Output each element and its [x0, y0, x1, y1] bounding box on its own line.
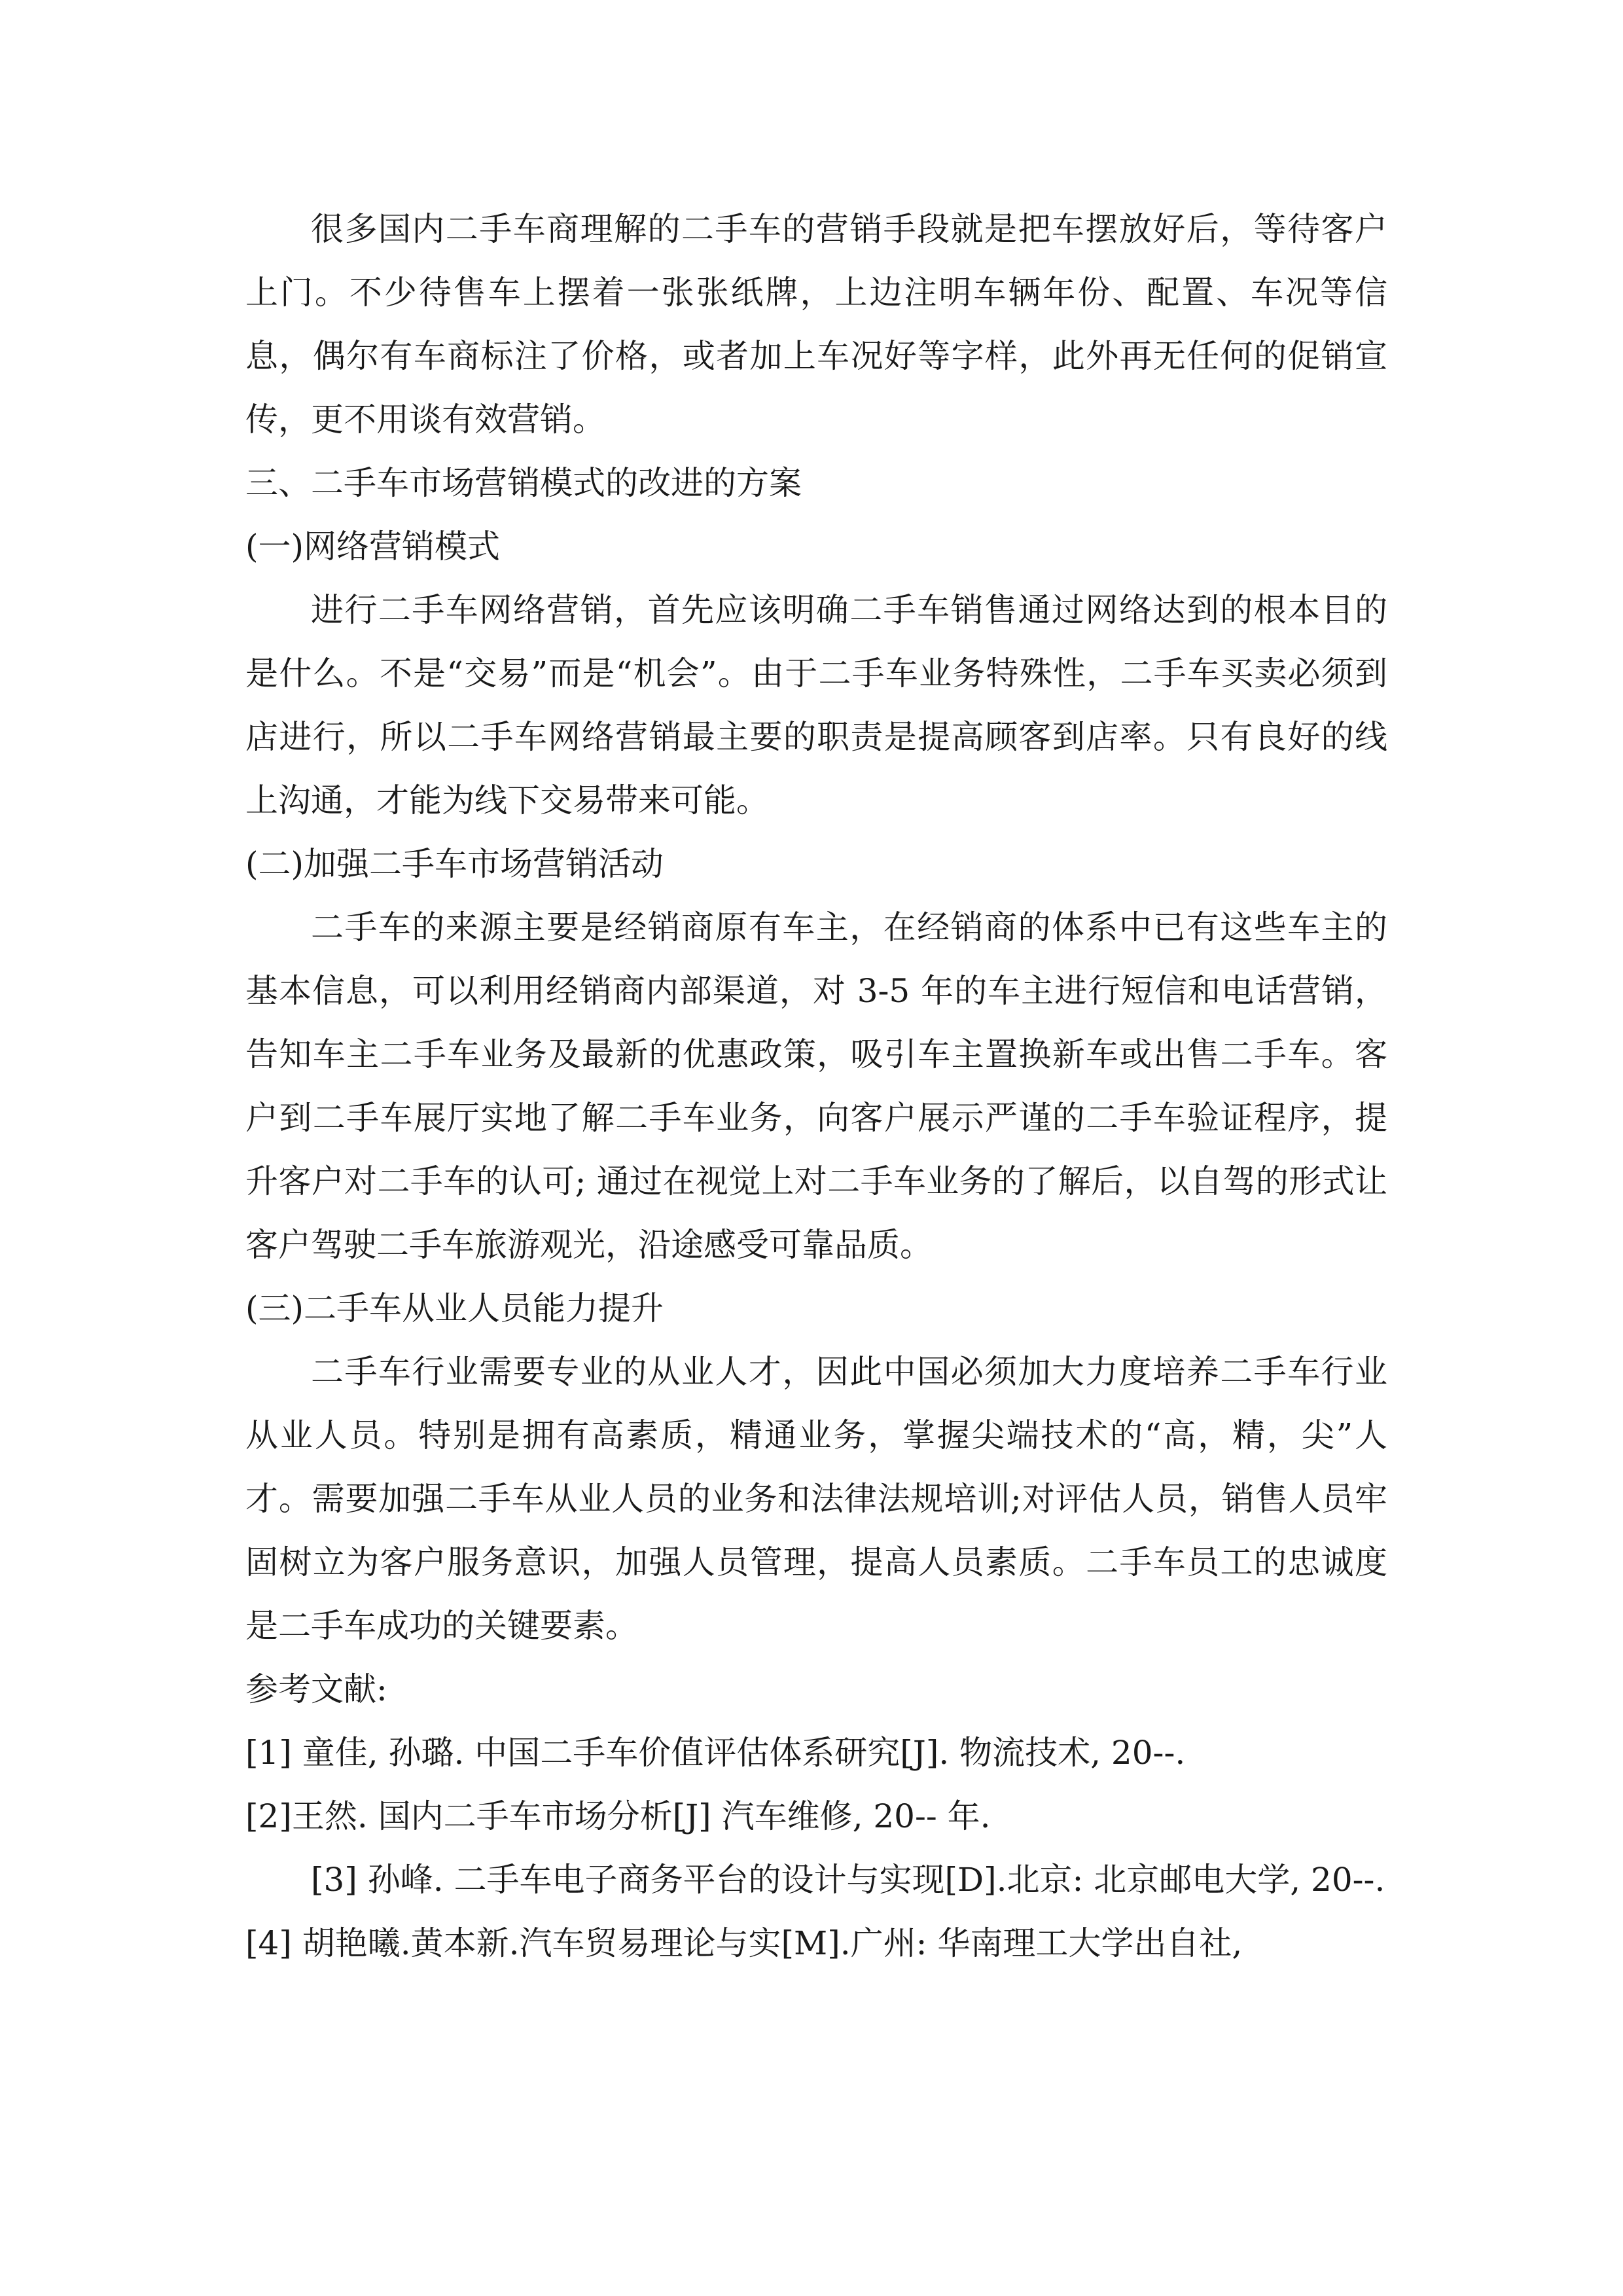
subheading-marketing-activities: (二)加强二手车市场营销活动: [245, 845, 664, 883]
reference-item: [4] 胡艳曦.黄本新.汽车贸易理论与实[M].广州: 华南理工大学出自社,: [245, 1924, 1243, 1962]
paragraph-marketing-activities: 二手车的来源主要是经销商原有车主，在经销商的体系中已有这些车主的基本信息，可以利用经销商内部渠道，对 3-5 年的车主进行短信和电话营销，告知车主二手车业务及最新的优惠政策，吸引车主置换新车或出售二手车。客户到二手车展厅实地了解二手车业务，向客户展示严谨的二手车验证程序，提升客户对二手车的认可; 通过在视觉上对二手车业务的了解后，以自驾的形式让客户驾驶二手车旅游观光，沿途感受可靠品质。: [245, 908, 1387, 1264]
subheading-online-marketing: (一)网络营销模式: [245, 528, 501, 565]
subheading-staff-capability: (三)二手车从业人员能力提升: [245, 1289, 664, 1327]
reference-item: [1] 童佳, 孙璐. 中国二手车价值评估体系研究[J]. 物流技术, 20--.: [245, 1734, 1186, 1772]
paragraph-staff-capability: 二手车行业需要专业的从业人才，因此中国必须加大力度培养二手车行业从业人员。特别是拥有高素质，精通业务，掌握尖端技术的“高，精，尖”人才。需要加强二手车从业人员的业务和法律法规培训;对评估人员，销售人员牢固树立为客户服务意识，加强人员管理，提高人员素质。二手车员工的忠诚度是二手车成功的关键要素。: [245, 1353, 1387, 1645]
document-body: [245, 198, 1387, 1975]
reference-item: [3] 孙峰. 二手车电子商务平台的设计与实现[D].北京: 北京邮电大学, 20--.: [311, 1861, 1385, 1899]
section-heading-improvement-plan: 三、二手车市场营销模式的改进的方案: [245, 464, 802, 502]
paragraph-online-marketing: 进行二手车网络营销，首先应该明确二手车销售通过网络达到的根本目的是什么。不是“交易”而是“机会”。由于二手车业务特殊性，二手车买卖必须到店进行，所以二手车网络营销最主要的职责是提高顾客到店率。只有良好的线上沟通，才能为线下交易带来可能。: [245, 591, 1387, 819]
reference-item: [2]王然. 国内二手车市场分析[J] 汽车维修, 20-- 年.: [245, 1797, 991, 1835]
references-heading: 参考文献:: [245, 1670, 387, 1708]
paragraph-marketing-status: 很多国内二手车商理解的二手车的营销手段就是把车摆放好后，等待客户上门。不少待售车上摆着一张张纸牌，上边注明车辆年份、配置、车况等信息，偶尔有车商标注了价格，或者加上车况好等字样，此外再无任何的促销宣传，更不用谈有效营销。: [245, 210, 1387, 439]
